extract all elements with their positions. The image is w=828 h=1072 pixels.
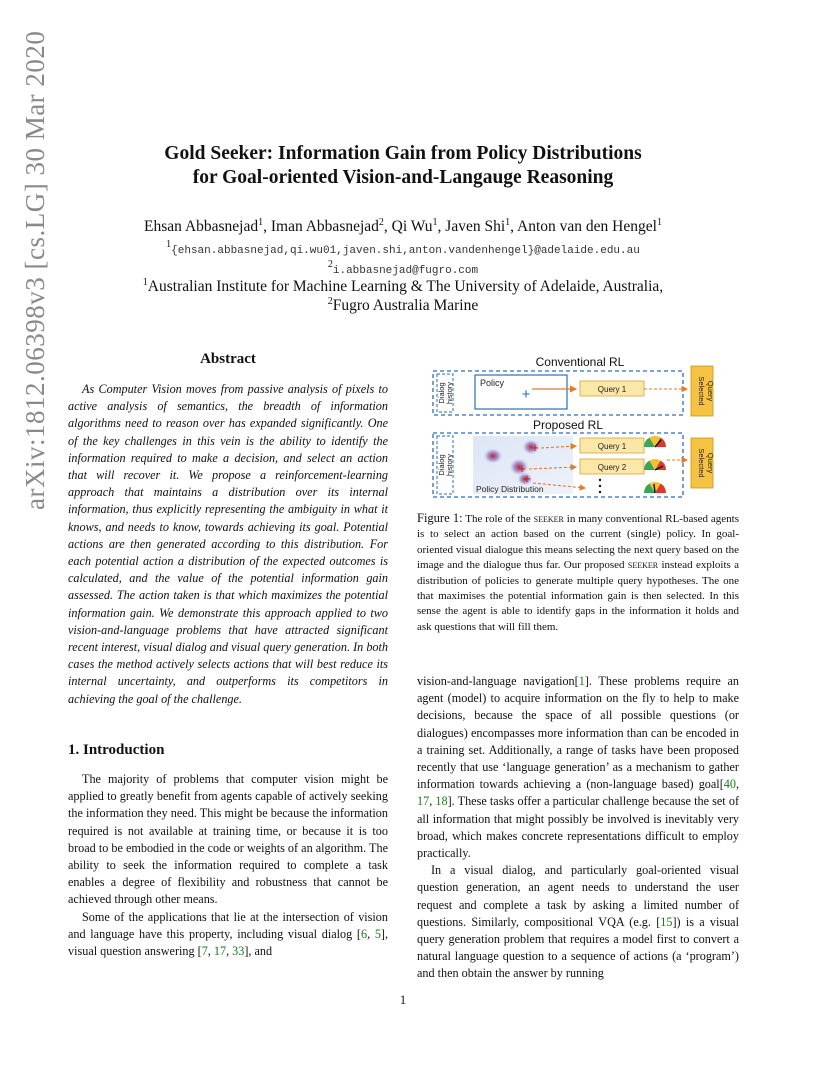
author-affil-mark: 1	[656, 217, 662, 228]
query-label: Query 1	[597, 385, 627, 394]
abstract-body: As Computer Vision moves from passive analysis of pixels to active analysis of semantics, the breadth of information algorithms need to reason over has expanded significantly. One of the key challenges in this vein is the ability to identify the information required to make a decision, and select an action that will recover it. We propose a reinforcement-learning approach that maintains a distribution over its internal information, thus explicitly representing the ambiguity in what it knows, and needs to know, towards achieving its goal. Potential actions are then generated according to this distribution. For each potential action a distribution of the expected outcomes is calculated, and the value of the potential information gain assessed. The action taken is that which maximizes the potential information gain. We demonstrate this approach applied to two vision-and-language problems that have attracted significant recent interest, visual dialog and visual query generation. In both cases the method actively selects actions that will best reduce its internal uncertainty, and outperforms its competitors in achieving the goal of the challenge.	[68, 382, 388, 706]
conventional-rl-label: Conventional RL	[535, 355, 625, 369]
sample-plus-icon: +	[518, 461, 526, 476]
paper-title-line-1: Gold Seeker: Information Gain from Policy Distributions	[164, 143, 642, 164]
citation-link[interactable]: 17	[417, 794, 430, 809]
abstract-heading: Abstract	[200, 351, 256, 367]
affil-text: Fugro Australia Marine	[332, 297, 479, 314]
seeker-term: seeker	[627, 559, 659, 572]
author-name: Iman Abbasnejad	[270, 218, 379, 235]
citation-link[interactable]: 18	[435, 794, 448, 809]
policy-distribution-label: Policy Distribution	[476, 484, 544, 494]
selected-query-label: Query	[706, 452, 715, 474]
affiliation-line-1	[80, 277, 726, 297]
citation-link[interactable]: 1	[578, 674, 585, 688]
citation-link[interactable]: 17	[213, 944, 227, 959]
ellipsis-dot	[599, 485, 601, 487]
email-affil-mark: 1	[166, 239, 172, 250]
page-number: 1	[399, 993, 407, 1007]
citation-link[interactable]: 7	[201, 944, 208, 959]
dialog-history-label: history	[445, 381, 454, 405]
citation-link[interactable]: 5	[374, 926, 381, 941]
query-label: Query 1	[597, 442, 627, 451]
affil-mark: 1	[142, 277, 148, 288]
selected-query-label: Query	[706, 380, 715, 402]
paragraph: The majority of problems that computer vision might be applied to greatly benefit from agents capable of actively seeking the information they need. This might be because the information required is not available at training time, or because it is too broad to be embodied in the code or weights of an algorithm. The ability to seek the information required to complete a task enables a degree of flexibility and robustness that cannot be achieved through other means.	[68, 772, 388, 907]
author-affil-mark: 2	[378, 217, 384, 228]
sample-plus-icon: +	[523, 471, 531, 486]
arxiv-identifier: arXiv:1812.06398v3 [cs.LG] 30 Mar 2020	[20, 30, 50, 510]
author-name: Anton van den Hengel	[517, 218, 657, 235]
author-affil-mark: 1	[258, 217, 264, 228]
paragraph: vision-and-language navigation[1]. These problems require an agent (model) to acquire information on the fly to help to make decisions, because the space of all possible questions (or dialogues) encompasses more information than can be encoded in a training set. Additionally, a range of tasks have been proposed recently that use ‘language generation’ as a mechanism to gather information towards achieving a (non-language based) goal[40, 17, 18]. These tasks offer a particular challenge because the set of all information that might possibly be involved is inevitably very broad, which makes concrete representations difficult to employ practically.	[417, 674, 739, 861]
figure-1-diagram	[425, 352, 725, 502]
citation-link[interactable]: 33	[232, 944, 245, 959]
citation-link[interactable]: 15	[660, 914, 673, 929]
dialog-history-label: Dialog	[437, 454, 446, 476]
policy-label: Policy	[480, 378, 505, 388]
citation-link[interactable]: 40	[723, 777, 736, 792]
author-name: Qi Wu	[391, 218, 433, 235]
affiliation-line-2	[80, 296, 726, 316]
ellipsis-dot	[599, 491, 601, 493]
dialog-history-label: history	[445, 453, 454, 477]
intro-left-column	[68, 771, 388, 960]
query-label: Query 2	[597, 463, 627, 472]
policy-blob	[483, 448, 503, 464]
sample-plus-icon: +	[531, 440, 539, 455]
figure-1-caption: Figure 1: The role of the seeker in many conventional RL-based agents is to select an action based on the current (single) policy. In goal-oriented visual dialogue this means selecting the next query based on the image and the dialogue thus far. Our proposed seeker instead exploits a distribution of policies to generate multiple query hypotheses. The one that maximises the potential information gain is then selected. In this sense the agent is able to identify gaps in the information it holds and ask questions that will fill them.	[417, 511, 740, 633]
ellipsis-dot	[599, 479, 601, 481]
email-line-2	[80, 260, 726, 278]
dialog-history-label: Dialog	[437, 382, 446, 404]
paper-title-line-2: for Goal-oriented Vision-and-Langauge Reasoning	[192, 167, 614, 188]
caption-prefix: Figure 1:	[417, 511, 463, 525]
author-affil-mark: 1	[505, 217, 511, 228]
paragraph: In a visual dialog, and particularly goal-oriented visual question generation, an agent needs to understand the user request and complete a task by asking a limited number of questions. Similarly, compositional VQA (e.g. [15]) is a visual query generation problem that requires a model first to convert a natural language question to a sequence of actions (a ‘program’) and then obtain the answer by running	[417, 863, 739, 981]
email-affil-mark: 2	[327, 259, 333, 270]
author-affil-mark: 1	[432, 217, 438, 228]
author-name: Ehsan Abbasnejad	[144, 218, 259, 235]
selected-query-label: Selected	[697, 448, 706, 478]
author-name: Javen Shi	[445, 218, 506, 235]
citation-link[interactable]: 6	[360, 926, 368, 941]
email-text: {ehsan.abbasnejad,qi.wu01,javen.shi,anton.vandenhengel}@adelaide.edu.au	[171, 245, 640, 257]
info-gain-gauge-icon	[644, 459, 666, 470]
paragraph: Some of the applications that lie at the intersection of vision and language have this property, including visual dialog [6, 5], visual question answering [7, 17, 33], and	[68, 909, 389, 959]
info-gain-gauge-icon	[644, 482, 666, 493]
seeker-term: seeker	[533, 513, 564, 525]
author-list: Ehsan Abbasnejad$^1$, Iman Abbasnejad$^2$, Qi Wu$^1$, Javen Shi$^1$, Anton van den Hengel$^1$	[144, 217, 662, 235]
affil-mark: 2	[327, 296, 333, 307]
affil-text: Australian Institute for Machine Learning & The University of Adelaide, Australia,	[147, 278, 664, 295]
info-gain-gauge-icon	[644, 436, 666, 447]
section-heading-introduction: 1. Introduction	[68, 742, 165, 758]
intro-right-column	[417, 673, 739, 983]
email-text: i.abbasnejad@fugro.com	[332, 265, 479, 277]
proposed-rl-label: Proposed RL	[532, 418, 604, 432]
email-line-1	[80, 240, 726, 258]
selected-query-label: Selected	[697, 376, 706, 406]
policy-plus-icon: +	[521, 385, 531, 403]
